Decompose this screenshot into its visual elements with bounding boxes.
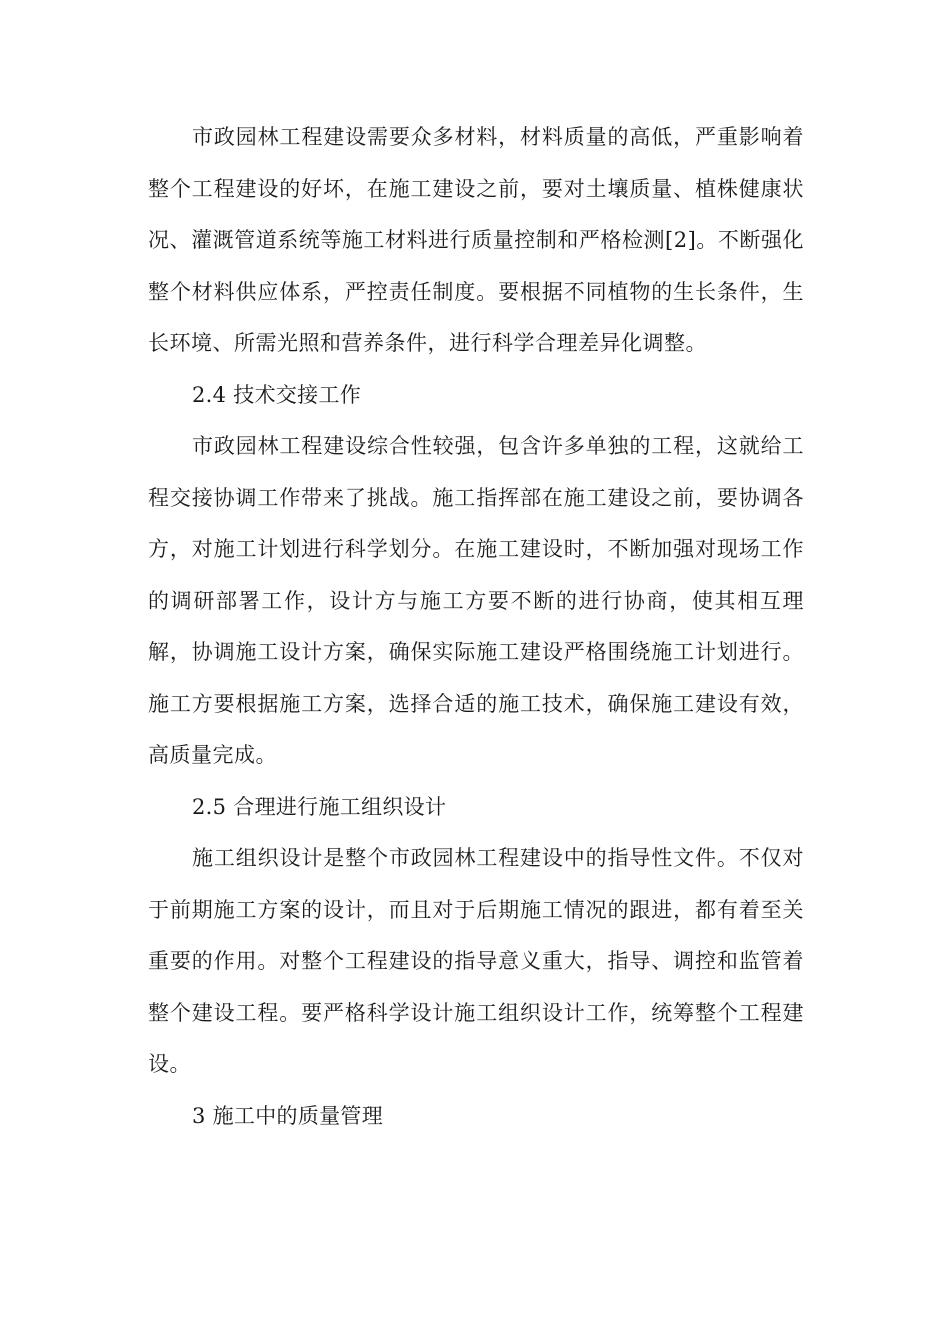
- paragraph-technical-handover: 市政园林工程建设综合性较强，包含许多单独的工程，这就给工程交接协调工作带来了挑战。施工指挥部在施工建设之前，要协调各方，对施工计划进行科学划分。在施工建设时，不断加强对现场工作的调研部署工作，设计方与施工方要不断的进行协商，使其相互理解，协调施工设计方案，确保实际施工建设严格围绕施工计划进行。施工方要根据施工方案，选择合适的施工技术，确保施工建设有效，高质量完成。: [148, 434, 804, 767]
- paragraph-construction-organization: 施工组织设计是整个市政园林工程建设中的指导性文件。不仅对于前期施工方案的设计，而且对于后期施工情况的跟进，都有着至关重要的作用。对整个工程建设的指导意义重大，指导、调控和监管着整个建设工程。要严格科学设计施工组织设计工作，统筹整个工程建设。: [148, 846, 804, 1076]
- section-heading-3: 3 施工中的质量管理: [192, 1103, 384, 1128]
- document-body: [148, 112, 804, 1142]
- paragraph-material-quality: 市政园林工程建设需要众多材料，材料质量的高低，严重影响着整个工程建设的好坏，在施工建设之前，要对土壤质量、植株健康状况、灌溉管道系统等施工材料进行质量控制和严格检测[2]。不断强化整个材料供应体系，严控责任制度。要根据不同植物的生长条件，生长环境、所需光照和营养条件，进行科学合理差异化调整。: [148, 125, 804, 355]
- section-heading-2-5: 2.5 合理进行施工组织设计: [192, 794, 447, 819]
- section-heading-2-4: 2.4 技术交接工作: [192, 382, 362, 407]
